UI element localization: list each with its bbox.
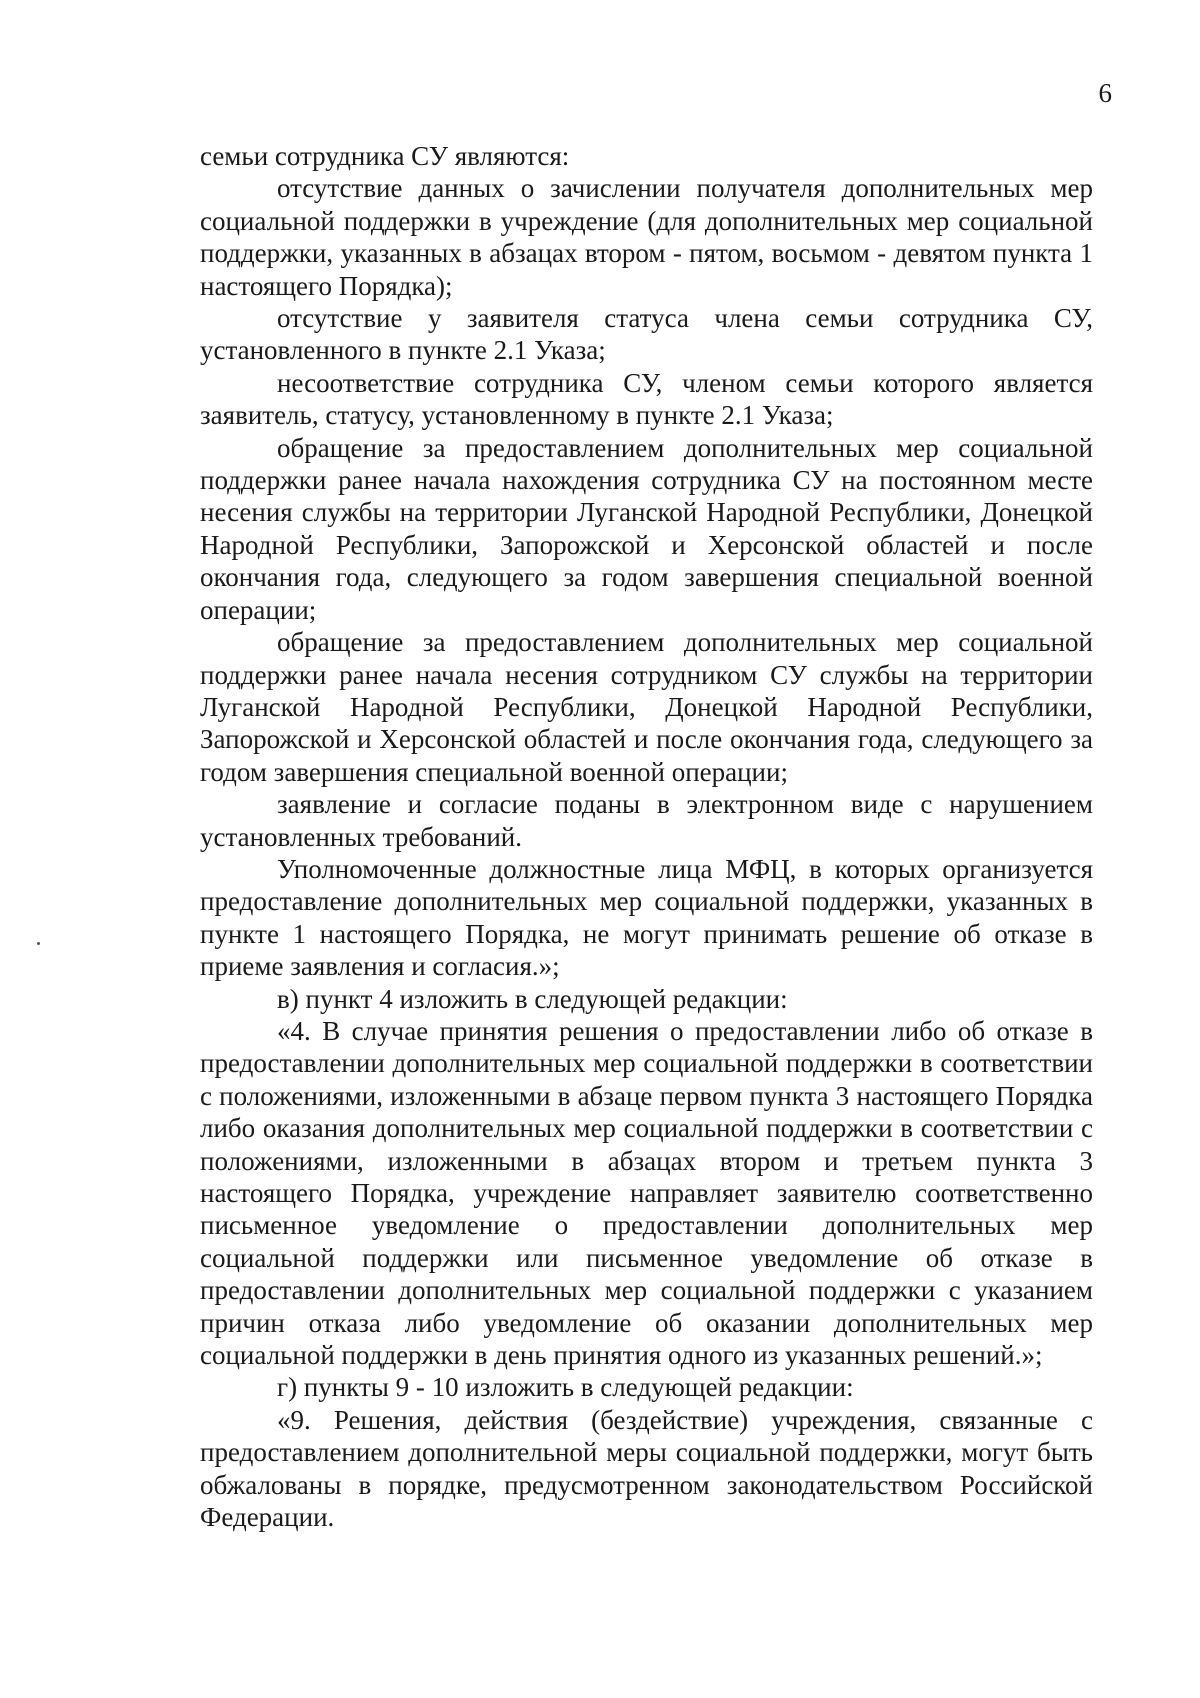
paragraph-no-family-status: отсутствие у заявителя статуса члена семьи сотрудника СУ, установленного в пункте 2.1 Указа; <box>200 303 1093 366</box>
paragraph-status-mismatch: несоответствие сотрудника СУ, членом семьи которого является заявитель, статусу, установленному в пункте 2.1 Указа; <box>200 367 1093 431</box>
paragraph-electronic-violation: заявление и согласие поданы в электронном виде с нарушением установленных требований. <box>200 789 1093 852</box>
paragraph-item-v: в) пункт 4 изложить в следующей редакции: <box>277 983 788 1014</box>
paragraph-early-request-permanent-post: обращение за предоставлением дополнительных мер социальной поддержки ранее начала нахождения сотрудника СУ на постоянном месте несения службы на территории Луганской Народной Республики, Донецкой Народной Республики, Запорожской и Херсонской областей и после окончания года, следующего за годом завершения специальной военной операции; <box>200 432 1093 625</box>
page-number: 6 <box>1098 78 1112 108</box>
scan-speck <box>37 942 40 945</box>
paragraph-point-9: «9. Решения, действия (бездействие) учреждения, связанные с предоставлением дополнительной меры социальной поддержки, могут быть обжалованы в порядке, предусмотренном законодательством Российской Федерации. <box>200 1404 1093 1533</box>
paragraph-continuation: семьи сотрудника СУ являются: <box>200 141 570 171</box>
document-body <box>200 140 1093 1533</box>
paragraph-point-4: «4. В случае принятия решения о предоставлении либо об отказе в предоставлении дополнительных мер социальной поддержки в соответствии с положениями, изложенными в абзаце первом пункта 3 настоящего Порядка либо оказания дополнительных мер социальной поддержки в соответствии с положениями, изложенными в абзацах втором и третьем пункта 3 настоящего Порядка, учреждение направляет заявителю соответственно письменное уведомление о предоставлении дополнительных мер социальной поддержки или письменное уведомление об отказе в предоставлении дополнительных мер социальной поддержки с указанием причин отказа либо уведомление об оказании дополнительных мер социальной поддержки в день принятия одного из указанных решений.»; <box>200 1015 1093 1371</box>
paragraph-mfc-officials: Уполномоченные должностные лица МФЦ, в которых организуется предоставление дополнительных мер социальной поддержки, указанных в пункте 1 настоящего Порядка, не могут принимать решение об отказе в приеме заявления и согласия.»; <box>200 853 1093 982</box>
paragraph-no-enrollment-data: отсутствие данных о зачислении получателя дополнительных мер социальной поддержки в учреждение (для дополнительных мер социальной поддержки, указанных в абзацах втором - пятом, восьмом - девятом пункта 1 настоящего Порядка); <box>200 173 1093 301</box>
paragraph-item-g: г) пункты 9 - 10 изложить в следующей редакции: <box>277 1372 854 1403</box>
paragraph-early-request-service: обращение за предоставлением дополнительных мер социальной поддержки ранее начала несения сотрудником СУ службы на территории Луганской Народной Республики, Донецкой Народной Республики, Запорожской и Херсонской областей и после окончания года, следующего за годом завершения специальной военной операции; <box>200 627 1093 787</box>
